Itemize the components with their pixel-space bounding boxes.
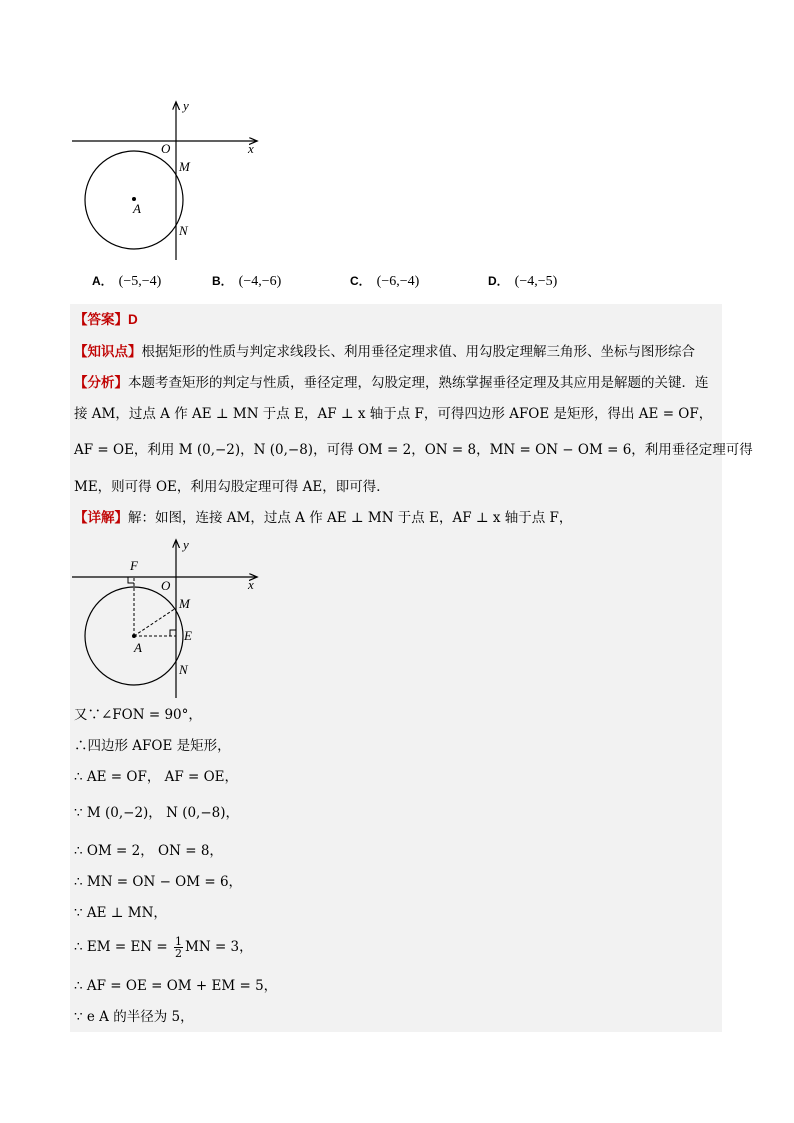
analysis-tag: 【分析】 [74,375,128,391]
right-angle-e [170,630,176,636]
answer-line [74,310,138,330]
step-line: ∴ OM = 2， ON = 8， [74,843,223,859]
option-d[interactable] [488,272,557,290]
label-y: y [183,537,189,552]
label-m: M [179,159,190,174]
option-c-label: C． [350,274,371,288]
option-b-label: B． [212,274,233,288]
detail-line [74,508,572,528]
right-angle-f [128,577,134,583]
step-line-fraction: ∴ EM = EN = $\frac{1}{2}$ MN = 3， [74,935,253,960]
step-line: ∴ MN = ON − OM = 6， [74,874,243,890]
label-n: N [179,662,188,677]
figure-2 [60,533,280,701]
analysis-line-1 [74,373,709,393]
option-d-label: D． [488,274,509,288]
label-x: x [248,141,254,156]
label-o: O [161,578,171,593]
figure-1 [60,95,280,265]
label-m: M [179,596,190,611]
label-x: x [248,577,254,592]
analysis-line-3 [74,440,753,460]
label-y: y [183,98,189,113]
analysis-text-3: AF = OE，利用 M (0,−2)，N (0,−8)，可得 OM = 2，ON = 8，MN = ON − OM = 6，利用垂径定理可得 [74,442,753,458]
label-f: F [130,558,138,573]
knowledge-tag: 【知识点】 [74,344,142,360]
label-a: A [133,201,141,216]
knowledge-line [74,342,695,362]
knowledge-text: 根据矩形的性质与判定求线段长、利用垂径定理求值、用勾股定理解三角形、坐标与图形综合 [141,344,695,360]
answer-options [92,272,712,294]
analysis-text-1: 本题考查矩形的判定与性质，垂径定理，勾股定理，熟练掌握垂径定理及其应用是解题的关键．连 [128,375,709,391]
figure-1-svg [60,95,280,265]
answer-value: D [128,312,138,327]
step-line: ∵ M (0,−2)， N (0,−8)， [74,805,240,821]
step-line: ∴ AE = OF， AF = OE， [74,769,239,785]
detail-tag: 【详解】 [74,510,128,526]
option-c-value: (−6,−4) [376,274,420,289]
step-line: 又∵∠FON = 90°， [74,707,202,723]
step-line: ∵ AE ⊥ MN， [74,905,167,921]
option-c[interactable] [350,272,419,290]
label-n: N [179,223,188,238]
step-line: ∵ e A 的半径为 5， [74,1009,194,1025]
fraction-one-half: $\frac{1}{2}$ [175,935,183,960]
option-a-value: (−5,−4) [118,274,162,289]
label-a: A [134,640,142,655]
option-a[interactable] [92,272,161,290]
analysis-text-2: 接 AM，过点 A 作 AE ⊥ MN 于点 E，AF ⊥ x 轴于点 F，可得四边形 AFOE 是矩形，得出 AE = OF， [74,406,713,422]
analysis-line-2 [74,404,712,424]
detail-intro: 解：如图，连接 AM，过点 A 作 AE ⊥ MN 于点 E，AF ⊥ x 轴于点 F， [128,510,573,526]
option-d-value: (−4,−5) [514,274,558,289]
option-a-label: A． [92,274,113,288]
figure-2-svg [60,533,280,701]
answer-tag: 【答案】 [74,312,128,328]
step-line: ∴四边形 AFOE 是矩形， [74,738,231,754]
step-line: ∴ AF = OE = OM + EM = 5， [74,978,278,994]
option-b[interactable] [212,272,281,290]
option-b-value: (−4,−6) [238,274,282,289]
analysis-line-4 [74,477,390,497]
analysis-text-4: ME，则可得 OE，利用勾股定理可得 AE，即可得． [74,479,390,495]
label-o: O [161,141,171,156]
label-e: E [184,628,192,643]
